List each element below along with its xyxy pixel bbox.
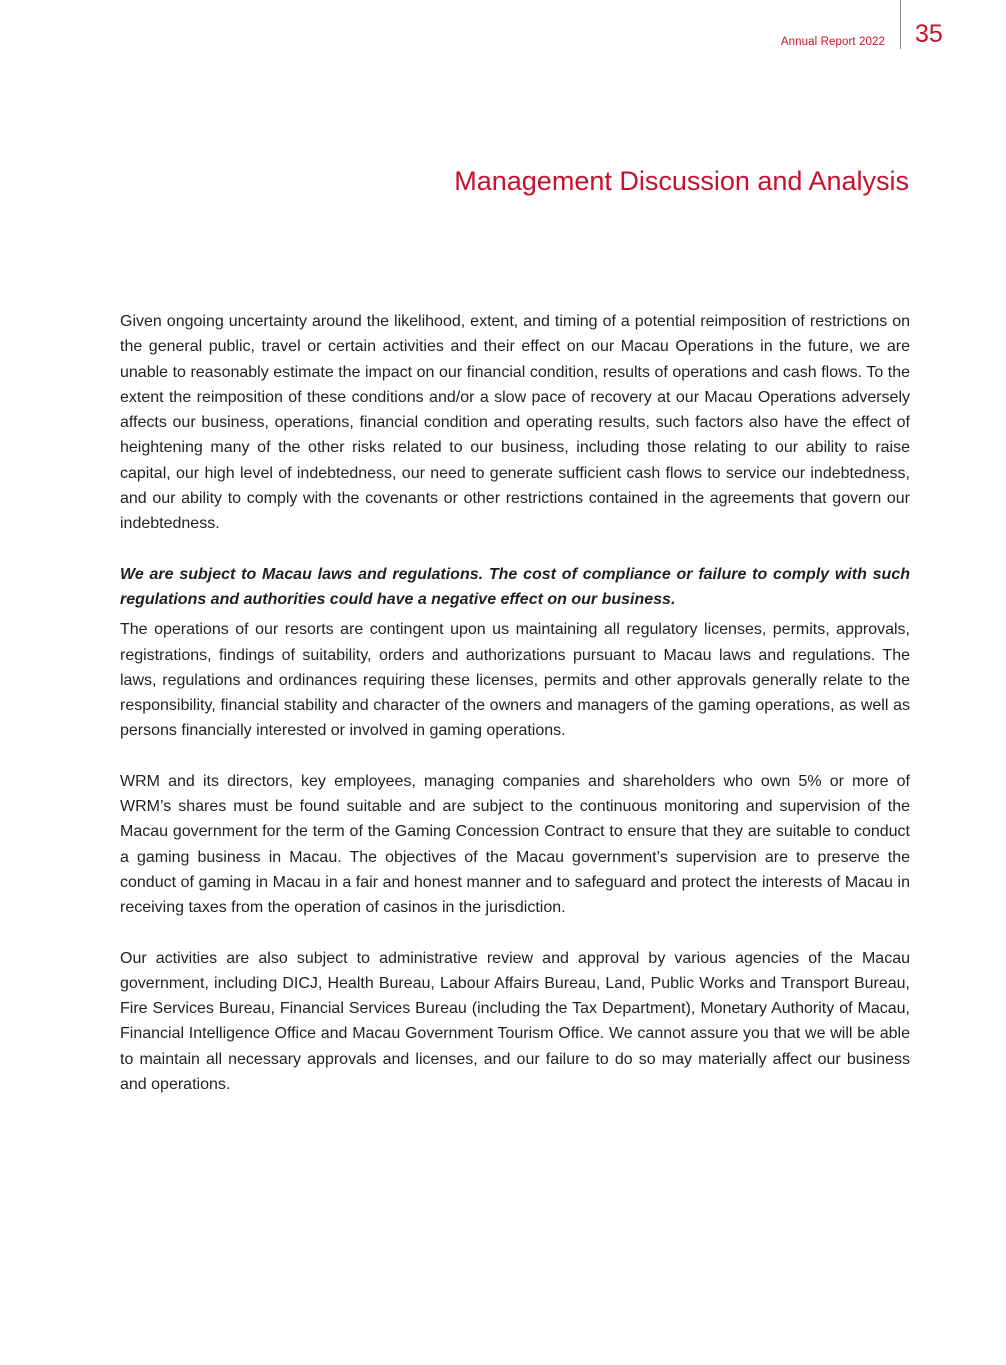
page-number: 35 bbox=[915, 20, 943, 48]
paragraph-suitability: WRM and its directors, key employees, managing companies and shareholders who own 5% or more of WRM’s shares must be found suitable and are subject to the continuous monitoring and supervision of the Macau government for the term of the Gaming Concession Contract to ensure that they are suitable to conduct a gaming business in Macau. The objectives of the Macau government’s supervision are to preserve the conduct of gaming in Macau in a fair and honest manner and to safeguard and protect the interests of Macau in receiving taxes from the operation of casinos in the jurisdiction. bbox=[120, 772, 910, 917]
page-header bbox=[606, 0, 1006, 60]
paragraph-uncertainty: Given ongoing uncertainty around the likelihood, extent, and timing of a potential reimposition of restrictions on the general public, travel or certain activities and their effect on our Macau Operations in the future, we are unable to reasonably estimate the impact on our financial condition, results of operations and cash flows. To the extent the reimposition of these conditions and/or a slow pace of recovery at our Macau Operations adversely affects our business, operations, financial condition and operating results, such factors also have the effect of heightening many of the other risks related to our business, including those relating to our ability to raise capital, our high level of indebtedness, our need to generate sufficient cash flows to service our indebtedness, and our ability to comply with the covenants or other restrictions contained in the agreements that govern our indebtedness. bbox=[120, 313, 910, 533]
header-divider bbox=[900, 0, 901, 49]
section-heading-macau-laws: We are subject to Macau laws and regulations. The cost of compliance or failure to comply with such regulations and authorities could have a negative effect on our business. bbox=[120, 565, 910, 608]
body-content bbox=[120, 309, 910, 1097]
report-label: Annual Report 2022 bbox=[780, 36, 885, 48]
paragraph-licenses: The operations of our resorts are contingent upon us maintaining all regulatory licenses, permits, approvals, registrations, findings of suitability, orders and authorizations pursuant to Macau laws and regulations. The laws, regulations and ordinances requiring these licenses, permits and other approvals generally relate to the responsibility, financial stability and character of the owners and managers of the gaming operations, as well as persons financially interested or involved in gaming operations. bbox=[120, 621, 910, 740]
page-title: Management Discussion and Analysis bbox=[454, 166, 909, 196]
paragraph-administrative-review: Our activities are also subject to administrative review and approval by various agencies of the Macau government, including DICJ, Health Bureau, Labour Affairs Bureau, Land, Public Works and Transport Bureau, Fire Services Bureau, Financial Services Bureau (including the Tax Department), Monetary Authority of Macau, Financial Intelligence Office and Macau Government Tourism Office. We cannot assure you that we will be able to maintain all necessary approvals and licenses, and our failure to do so may materially affect our business and operations. bbox=[120, 949, 910, 1094]
